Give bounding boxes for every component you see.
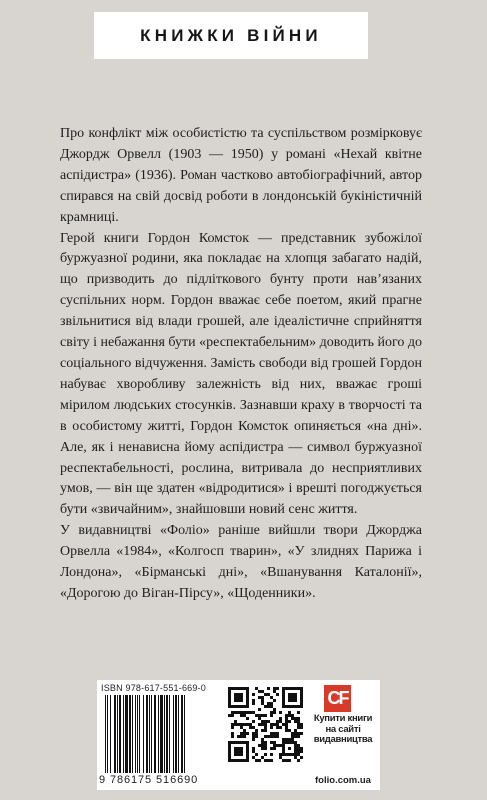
publisher-logo: CF (324, 685, 351, 712)
paragraph-other-books: У видавництві «Фоліо» раніше вийшли твори Джорджа Орвелла «1984», «Колгосп тварин», «У злиднях Парижа і Лондона», «Бірманські дні», «Вшанування Каталонії», «Дорогою до Віган-Пірсу», «Щоденники». (60, 523, 422, 601)
paragraph-plot: Герой книги Гордон Комсток — представник зубожілої буржуазної родини, яка покладає на хлопця забагато надій, що призводить до підліткового бунту проти нав’язаних суспільних норм. Гордон вважає себе поетом, який прагне звільнитися від влади грошей, але ідеалістичне сприйняття світу і небажання бути «респектабельним» доводить його до соціального відчуження. Замість свободи від грошей Гордон набуває хворобливу залежність від них, вважає гроші мірилом людських стосунків. Зазнавши краху в творчості та в особистому житті, Гордон Комсток опиняється «на дні». Але, як і ненависна йому аспідистра — символ буржуазної респектабельності, рослина, витривала до несприятливих умов, — він ще здатен «відродитися» і врешті погоджується бути «звичайним», знайшовши новий сенс життя. (60, 230, 422, 518)
ean-barcode (103, 695, 216, 773)
publisher-website[interactable]: folio.com.ua (315, 775, 371, 786)
barcode-digits: 9 786175 516690 (99, 774, 199, 786)
annotation-text (60, 124, 422, 605)
paragraph-intro: Про конфлікт між особистістю та суспільством розмірковує Джордж Орвелл (1903 — 1950) у романі «Нехай квітне аспідистра» (1936). Роман частково автобіографічний, автор спирався на свій досвід роботи в лондонській букіністичній крамниці. (60, 126, 422, 225)
isbn-label: ISBN 978-617-551-669-0 (101, 683, 206, 693)
series-banner (94, 12, 368, 59)
series-title: КНИЖКИ ВІЙНИ (140, 25, 322, 45)
qr-code-icon[interactable] (228, 687, 303, 762)
barcode-panel (97, 680, 380, 790)
promo-text: Купити книги на сайті видавництва (313, 713, 373, 746)
